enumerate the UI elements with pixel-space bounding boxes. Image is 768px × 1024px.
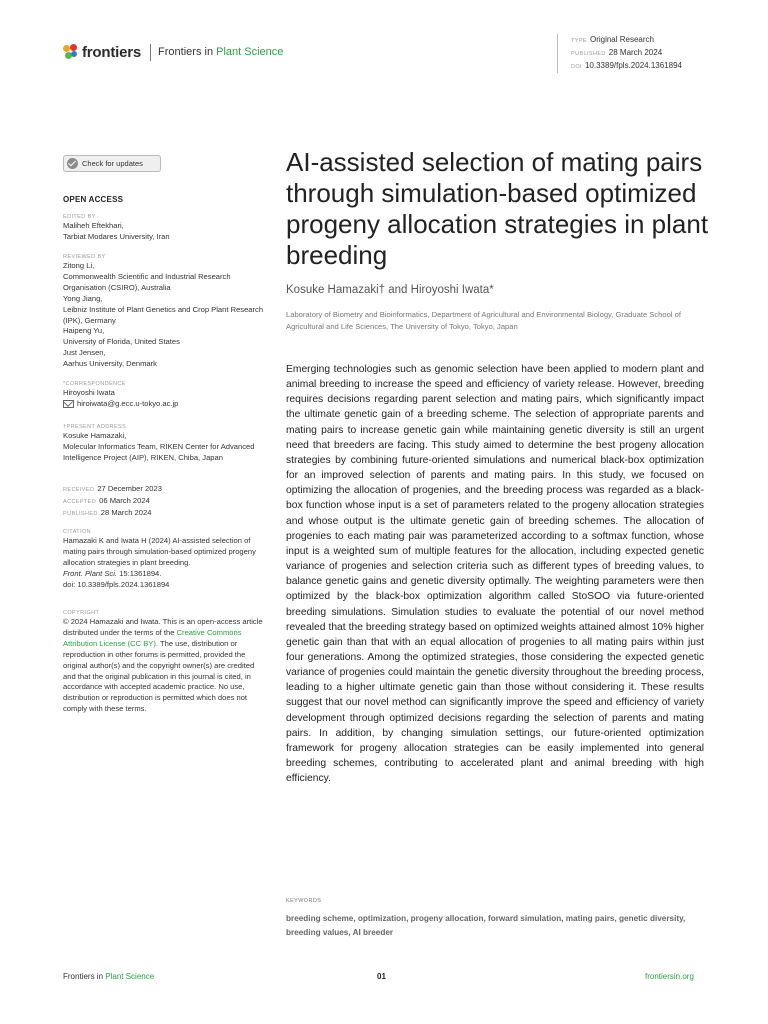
- article-doi[interactable]: DOI 10.3389/fpls.2024.1361894: [571, 61, 682, 70]
- frontiers-logo[interactable]: [63, 41, 283, 63]
- page-number: 01: [377, 972, 386, 981]
- citation-doi[interactable]: doi: 10.3389/fpls.2024.1361894: [63, 579, 170, 589]
- article-abstract: Emerging technologies such as genomic selection have been applied to modern plant and animal breeding to increase the speed and efficiency of variety release. However, breeding requires decisions regarding parent selection and mating pairs, which significantly impact the ultimate genetic gain of a breeding scheme. The selection of appropriate parents and mating pairs to increase genetic gain while maintaining genetic diversity is still an urgent need that breeders are facing. This study aimed to determine the best progeny allocation strategies by combining future-oriented simulations and numerical black-box optimization for an improved selection of parents and mating pairs. In this study, we focused on optimizing the allocation of progenies, and the breeding process was regarded as a black-box function whose input is a set of parameters related to the progeny allocation strategies and whose output is the ultimate genetic gain of breeding schemes. The allocation of progenies to each mating pair was parameterized according to a softmax function, whose input is a weighted sum of multiple features for the allocation, including expected genetic variance of progenies and selection criteria such as different types of breeding values, to balance genetic gains and genetic diversity optimally. The weighting parameters were then optimized by the black-box optimization algorithm called StoSOO via future-oriented breeding simulations. Simulation studies to evaluate the potential of our novel method revealed that the breeding strategy based on optimized weights attained almost 10% higher genetic gain than that with an equal allocation of progenies to all mating pairs within just four generations. Among the optimized strategies, those considering the expected genetic variance of progenies could maintain the genetic diversity throughout the breeding process, leading to a higher ultimate genetic gain than those without considering it. These results suggest that our novel method can significantly improve the speed and efficiency of variety development through optimized decisions regarding the selection of parents and mating pairs. In addition, by changing simulation settings, our future-oriented optimization framework for progeny allocation strategies can be easily implemented into general breeding schemes, contributing to accelerated plant and animal breeding with high efficiency.: [286, 364, 704, 785]
- open-access-label: OPEN ACCESS: [63, 195, 124, 204]
- logo-divider: [150, 44, 151, 61]
- correspondence-section: *CORRESPONDENCE Hiroyoshi Iwata hiroiwata@g.ecc.u-tokyo.ac.jp: [63, 380, 268, 410]
- article-meta: [557, 34, 682, 73]
- published-date: PUBLISHED 28 March 2024: [63, 507, 152, 517]
- accepted-date: ACCEPTED 06 March 2024: [63, 495, 150, 505]
- article-title: AI-assisted selection of mating pairs through simulation-based optimized progeny allocation strategies in plant breeding: [286, 147, 709, 270]
- keywords-label: KEYWORDS: [286, 898, 322, 904]
- check-for-updates-button[interactable]: Check for updates: [63, 155, 161, 172]
- present-address-section: †PRESENT ADDRESS Kosuke Hamazaki, Molecular Informatics Team, RIKEN Center for Advanced Intelligence Project (AIP), RIKEN, Chiba, Japan: [63, 424, 255, 462]
- footer-journal[interactable]: Frontiers in Plant Science: [63, 972, 155, 981]
- keywords: breeding scheme, optimization, progeny allocation, forward simulation, mating pairs, genetic diversity, breeding values, AI breeder: [286, 914, 686, 937]
- journal-name[interactable]: Frontiers in Plant Science: [158, 46, 284, 58]
- reviewed-by-section: REVIEWED BY Zitong Li, Commonwealth Scientific and Industrial Research Organisation (CSIRO), Australia Yong Jiang, Leibniz Institute of Plant Genetics and Crop Plant Research (IPK), Germany Haipeng Yu, University of Florida, United States Just Jensen, Aarhus University, Denmark: [63, 254, 264, 369]
- mail-icon: [63, 400, 74, 408]
- copyright-section: COPYRIGHT © 2024 Hamazaki and Iwata. This is an open-access article distributed under the terms of the Creative Commons Attribution License (CC BY). The use, distribution or reproduction in other forums is permitted, provided the original author(s) and the copyright owner(s) are credited and that the original publication in this journal is cited, in accordance with accepted academic practice. No use, distribution or reproduction is permitted which does not comply with these terms.: [63, 610, 263, 714]
- citation-section: CITATION Hamazaki K and Iwata H (2024) AI-assisted selection of mating pairs through simulation-based optimized progeny allocation strategies in plant breeding. Front. Plant Sci. 15:1361894. doi: 10.3389/fpls.2024.1361894: [63, 528, 268, 591]
- email-link[interactable]: hiroiwata@g.ecc.u-tokyo.ac.jp: [63, 399, 268, 410]
- checkmark-icon: [67, 158, 78, 169]
- footer-site-link[interactable]: frontiersin.org: [645, 972, 694, 981]
- frontiers-logo-icon: [63, 44, 79, 60]
- license-link[interactable]: Creative Commons Attribution License (CC BY).: [63, 627, 242, 648]
- article-type: TYPE Original Research: [571, 35, 654, 44]
- article-affiliation: Laboratory of Biometry and Bioinformatics, Department of Agricultural and Environmental Biology, Graduate School of Agricultural and Life Sciences, The University of Tokyo, Tokyo, Japan: [286, 310, 681, 331]
- dates-section: [63, 484, 268, 520]
- edited-by-section: EDITED BY Maliheh Eftekhari, Tarbiat Modares University, Iran: [63, 214, 170, 241]
- received-date: RECEIVED 27 December 2023: [63, 484, 162, 493]
- logo-wordmark: frontiers: [82, 43, 142, 61]
- article-authors: Kosuke Hamazaki† and Hiroyoshi Iwata*: [286, 284, 494, 296]
- article-published: PUBLISHED 28 March 2024: [571, 48, 663, 57]
